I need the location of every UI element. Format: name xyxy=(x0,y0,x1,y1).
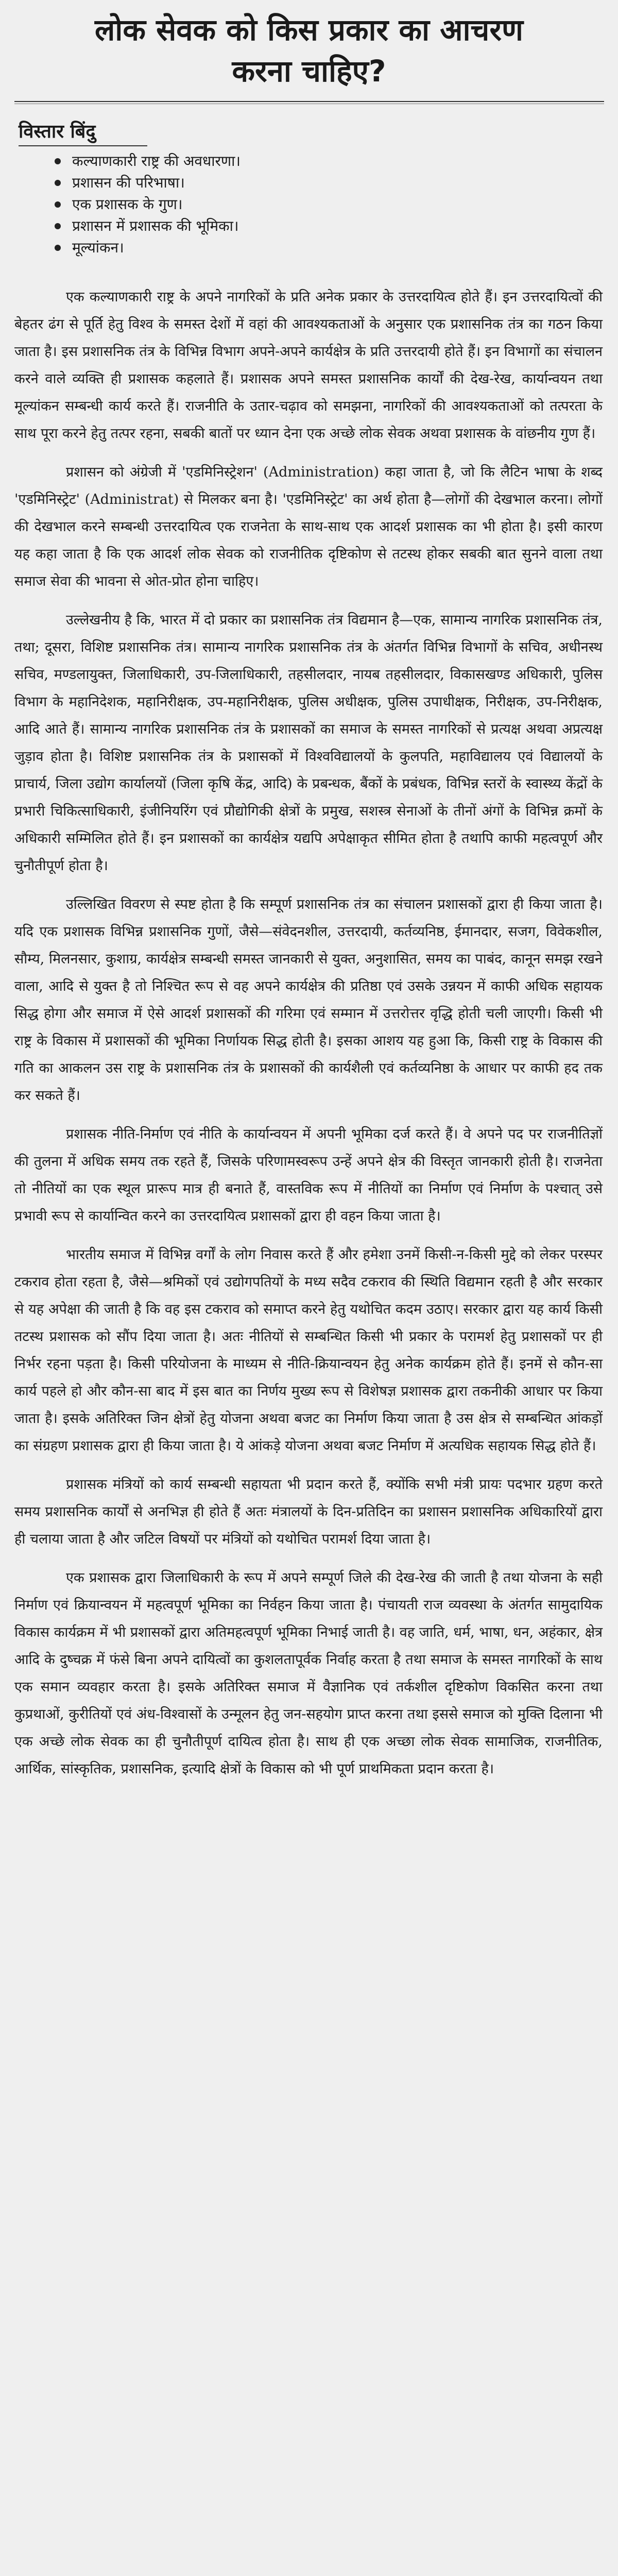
summary-point xyxy=(55,172,618,194)
summary-point-text: प्रशासन में प्रशासक की भूमिका। xyxy=(72,217,239,234)
bullet-icon xyxy=(55,158,61,164)
essay-body xyxy=(14,283,603,1783)
paragraph-3: उल्लेखनीय है कि, भारत में दो प्रकार का प्रशासनिक तंत्र विद्यमान है—एक, सामान्य नागरिक प्रशासनिक तंत्र, तथा; दूसरा, विशिष्ट प्रशासनिक तंत्र। सामान्य नागरिक प्रशासनिक तंत्र के अंतर्गत विभिन्न विभागों के सचिव, अधीनस्थ सचिव, मण्डलायुक्त, जिलाधिकारी, उप-जिलाधिकारी, तहसीलदार, नायब तहसीलदार, विकासखण्ड अधिकारी, पुलिस विभाग के महानिदेशक, महानिरीक्षक, उप-महानिरीक्षक, पुलिस अधीक्षक, पुलिस उपाधीक्षक, निरीक्षक, उप-निरीक्षक, आदि आते हैं। सामान्य नागरिक प्रशासनिक तंत्र के प्रशासकों का समाज के समस्त नागरिकों से प्रत्यक्ष अथवा अप्रत्यक्ष जुड़ाव होता है। विशिष्ट प्रशासनिक तंत्र के प्रशासकों में विश्वविद्यालयों के कुलपति, महाविद्यालय एवं विद्यालयों के प्राचार्य, जिला उद्योग कार्यालयों (जिला कृषि केंद्र, आदि) के प्रबन्धक, बैंकों के प्रबंधक, विभिन्न स्तरों के स्वास्थ्य केंद्रों के प्रभारी चिकित्साधिकारी, इंजीनियरिंग एवं प्रौद्योगिकी क्षेत्रों के प्रमुख, सशस्त्र सेनाओं के तीनों अंगों के विभिन्न क्रमों के अधिकारी सम्मिलित होते हैं। इन प्रशासकों का कार्यक्षेत्र यद्यपि अपेक्षाकृत सीमित होता है तथापि काफी महत्वपूर्ण और चुनौतीपूर्ण होता है। xyxy=(14,612,603,874)
bullet-icon xyxy=(55,201,61,208)
summary-section xyxy=(19,120,618,259)
paragraph-6: भारतीय समाज में विभिन्न वर्गों के लोग निवास करते हैं और हमेशा उनमें किसी-न-किसी मुद्दे को लेकर परस्पर टकराव होता रहता है, जैसे—श्रमिकों एवं उद्योगपतियों के मध्य सदैव टकराव की स्थिति विद्यमान रहती है और सरकार से यह अपेक्षा की जाती है कि वह इस टकराव को समाप्त करने हेतु यथोचित कदम उठाए। सरकार द्वारा यह कार्य किसी तटस्थ प्रशासक को सौंप दिया जाता है। अतः नीतियों से सम्बन्धित किसी भी प्रकार के परामर्श हेतु प्रशासकों पर ही निर्भर रहना पड़ता है। किसी परियोजना के माध्यम से नीति-क्रियान्वयन हेतु अनेक कार्यक्रम होते हैं। इनमें से कौन-सा कार्य पहले हो और कौन-सा बाद में इस बात का निर्णय मुख्य रूप से विशेषज्ञ प्रशासक द्वारा तकनीकी आधार पर किया जाता है। इसके अतिरिक्त जिन क्षेत्रों हेतु योजना अथवा बजट का निर्माण किया जाता है उस क्षेत्र से सम्बन्धित आंकड़ों का संग्रहण प्रशासक द्वारा ही किया जाता है। ये आंकड़े योजना अथवा बजट निर्माण में अत्यधिक सहायक सिद्ध होते हैं। xyxy=(14,1247,603,1454)
title-line-1: लोक सेवक को किस प्रकार का आचरण xyxy=(94,12,523,47)
title-line-2: करना चाहिए? xyxy=(232,54,386,89)
summary-point xyxy=(55,215,618,237)
summary-point xyxy=(55,237,618,259)
summary-point-text: प्रशासन की परिभाषा। xyxy=(72,174,185,191)
summary-point-text: एक प्रशासक के गुण। xyxy=(72,196,183,213)
title-divider xyxy=(14,101,604,104)
paragraph-1: एक कल्याणकारी राष्ट्र के अपने नागरिकों के प्रति अनेक प्रकार के उत्तरदायित्व होते हैं। इन उत्तरदायित्वों की बेहतर ढंग से पूर्ति हेतु विश्व के समस्त देशों में वहां की आवश्यकताओं के अनुसार एक प्रशासनिक तंत्र का गठन किया जाता है। इस प्रशासनिक तंत्र के विभिन्न विभाग अपने-अपने कार्यक्षेत्र के प्रति उत्तरदायी होते हैं। इन विभागों का संचालन करने वाले व्यक्ति ही प्रशासक कहलाते हैं। प्रशासक अपने समस्त प्रशासनिक कार्यों की देख-रेख, कार्यान्वयन तथा मूल्यांकन सम्बन्धी कार्य करते हैं। राजनीति के उतार-चढ़ाव को समझना, नागरिकों की आवश्यकताओं को तत्परता के साथ पूरा करने हेतु तत्पर रहना, सबकी बातों पर ध्यान देना एक अच्छे लोक सेवक अथवा प्रशासक के वांछनीय गुण हैं। xyxy=(14,289,603,442)
paragraph-4: उल्लिखित विवरण से स्पष्ट होता है कि सम्पूर्ण प्रशासनिक तंत्र का संचालन प्रशासकों द्वारा ही किया जाता है। यदि एक प्रशासक विभिन्न प्रशासनिक गुणों, जैसे—संवेदनशील, उत्तरदायी, कर्तव्यनिष्ठ, ईमानदार, सजग, विवेकशील, सौम्य, मिलनसार, कुशाग्र, कार्यक्षेत्र सम्बन्धी समस्त जानकारी से युक्त, अनुशासित, समय का पाबंद, कानून समझ रखने वाला, आदि से युक्त है तो निश्चित रूप से वह अपने कार्यक्षेत्र की प्रतिष्ठा एवं उसके उन्नयन में काफी अधिक सहायक सिद्ध होगा और समाज में ऐसे आदर्श प्रशासकों की गरिमा एवं सम्मान में उत्तरोत्तर वृद्धि होती चली जाएगी। किसी भी राष्ट्र के विकास में प्रशासकों की भूमिका निर्णायक सिद्ध होती है। इसका आशय यह हुआ कि, किसी राष्ट्र के विकास की गति का आकलन उस राष्ट्र के प्रशासनिक तंत्र के प्रशासकों की कार्यशैली एवं कर्तव्यनिष्ठा के आधार पर काफी हद तक कर सकते हैं। xyxy=(14,896,603,1104)
bullet-icon xyxy=(55,223,61,229)
summary-points xyxy=(55,150,618,259)
summary-heading-underline xyxy=(19,145,147,146)
paragraph-8: एक प्रशासक द्वारा जिलाधिकारी के रूप में अपने सम्पूर्ण जिले की देख-रेख की जाती है तथा योजना के सही निर्माण एवं क्रियान्वयन में महत्वपूर्ण भूमिका का निर्वहन किया जाता है। पंचायती राज व्यवस्था के अंतर्गत सामुदायिक विकास कार्यक्रम में भी प्रशासकों द्वारा अतिमहत्वपूर्ण भूमिका निभाई जाती है। वह जाति, धर्म, भाषा, धन, अहंकार, क्षेत्र आदि के दुष्चक्र में फंसे बिना अपने दायित्वों का कुशलतापूर्वक निर्वाह करता है तथा समाज के समस्त नागरिकों के साथ एक समान व्यवहार करता है। इसके अतिरिक्त समाज में वैज्ञानिक एवं तर्कशील दृष्टिकोण विकसित करना तथा कुप्रथाओं, कुरीतियों एवं अंध-विश्वासों के उन्मूलन हेतु जन-सहयोग प्राप्त करना तथा इससे समाज को मुक्ति दिलाना भी एक अच्छे लोक सेवक का ही चुनौतीपूर्ण दायित्व होता है। साथ ही एक अच्छा लोक सेवक सामाजिक, राजनीतिक, आर्थिक, सांस्कृतिक, प्रशासनिक, इत्यादि क्षेत्रों के विकास को भी पूर्ण प्राथमिकता प्रदान करता है। xyxy=(14,1570,603,1777)
summary-point xyxy=(55,150,618,172)
summary-point-text: कल्याणकारी राष्ट्र की अवधारणा। xyxy=(72,152,241,170)
paragraph-2: प्रशासन को अंग्रेजी में 'एडमिनिस्ट्रेशन' (Administration) कहा जाता है, जो कि लैटिन भाषा के शब्द 'एडमिनिस्ट्रेट' (Administrat) से मिलकर बना है। 'एडमिनिस्ट्रेट' का अर्थ होता है—लोगों की देखभाल करना। लोगों की देखभाल करने सम्बन्धी उत्तरदायित्व एक राजनेता के साथ-साथ एक आदर्श प्रशासक का भी होता है। इसी कारण यह कहा जाता है कि एक आदर्श लोक सेवक को राजनीतिक दृष्टिकोण से तटस्थ होकर सबकी बात सुनने वाला तथा समाज सेवा की भावना से ओत-प्रोत होना चाहिए। xyxy=(14,464,603,589)
summary-point-text: मूल्यांकन। xyxy=(72,239,124,256)
essay-title xyxy=(0,0,618,92)
summary-heading: विस्तार बिंदु xyxy=(19,121,96,142)
paragraph-7: प्रशासक मंत्रियों को कार्य सम्बन्धी सहायता भी प्रदान करते हैं, क्योंकि सभी मंत्री प्रायः पदभार ग्रहण करते समय प्रशासनिक कार्यों से अनभिज्ञ ही होते हैं अतः मंत्रालयों के दिन-प्रतिदिन का प्रशासन प्रशासनिक अधिकारियों द्वारा ही चलाया जाता है और जटिल विषयों पर मंत्रियों को यथोचित परामर्श दिया जाता है। xyxy=(14,1477,603,1547)
bullet-icon xyxy=(55,180,61,186)
summary-point xyxy=(55,194,618,215)
bullet-icon xyxy=(55,245,61,251)
paragraph-5: प्रशासक नीति-निर्माण एवं नीति के कार्यान्वयन में अपनी भूमिका दर्ज करते हैं। वे अपने पद पर राजनीतिज्ञों की तुलना में अधिक समय तक रहते हैं, जिसके परिणामस्वरूप उन्हें अपने क्षेत्र की विस्तृत जानकारी होती है। राजनेता तो नीतियों का एक स्थूल प्रारूप मात्र ही बनाते हैं, वास्तविक रूप में नीतियों का निर्माण एवं निर्माण के पश्चात् उसे प्रभावी रूप से कार्यान्वित करने का उत्तरदायित्व प्रशासकों द्वारा ही वहन किया जाता है। xyxy=(14,1126,603,1224)
